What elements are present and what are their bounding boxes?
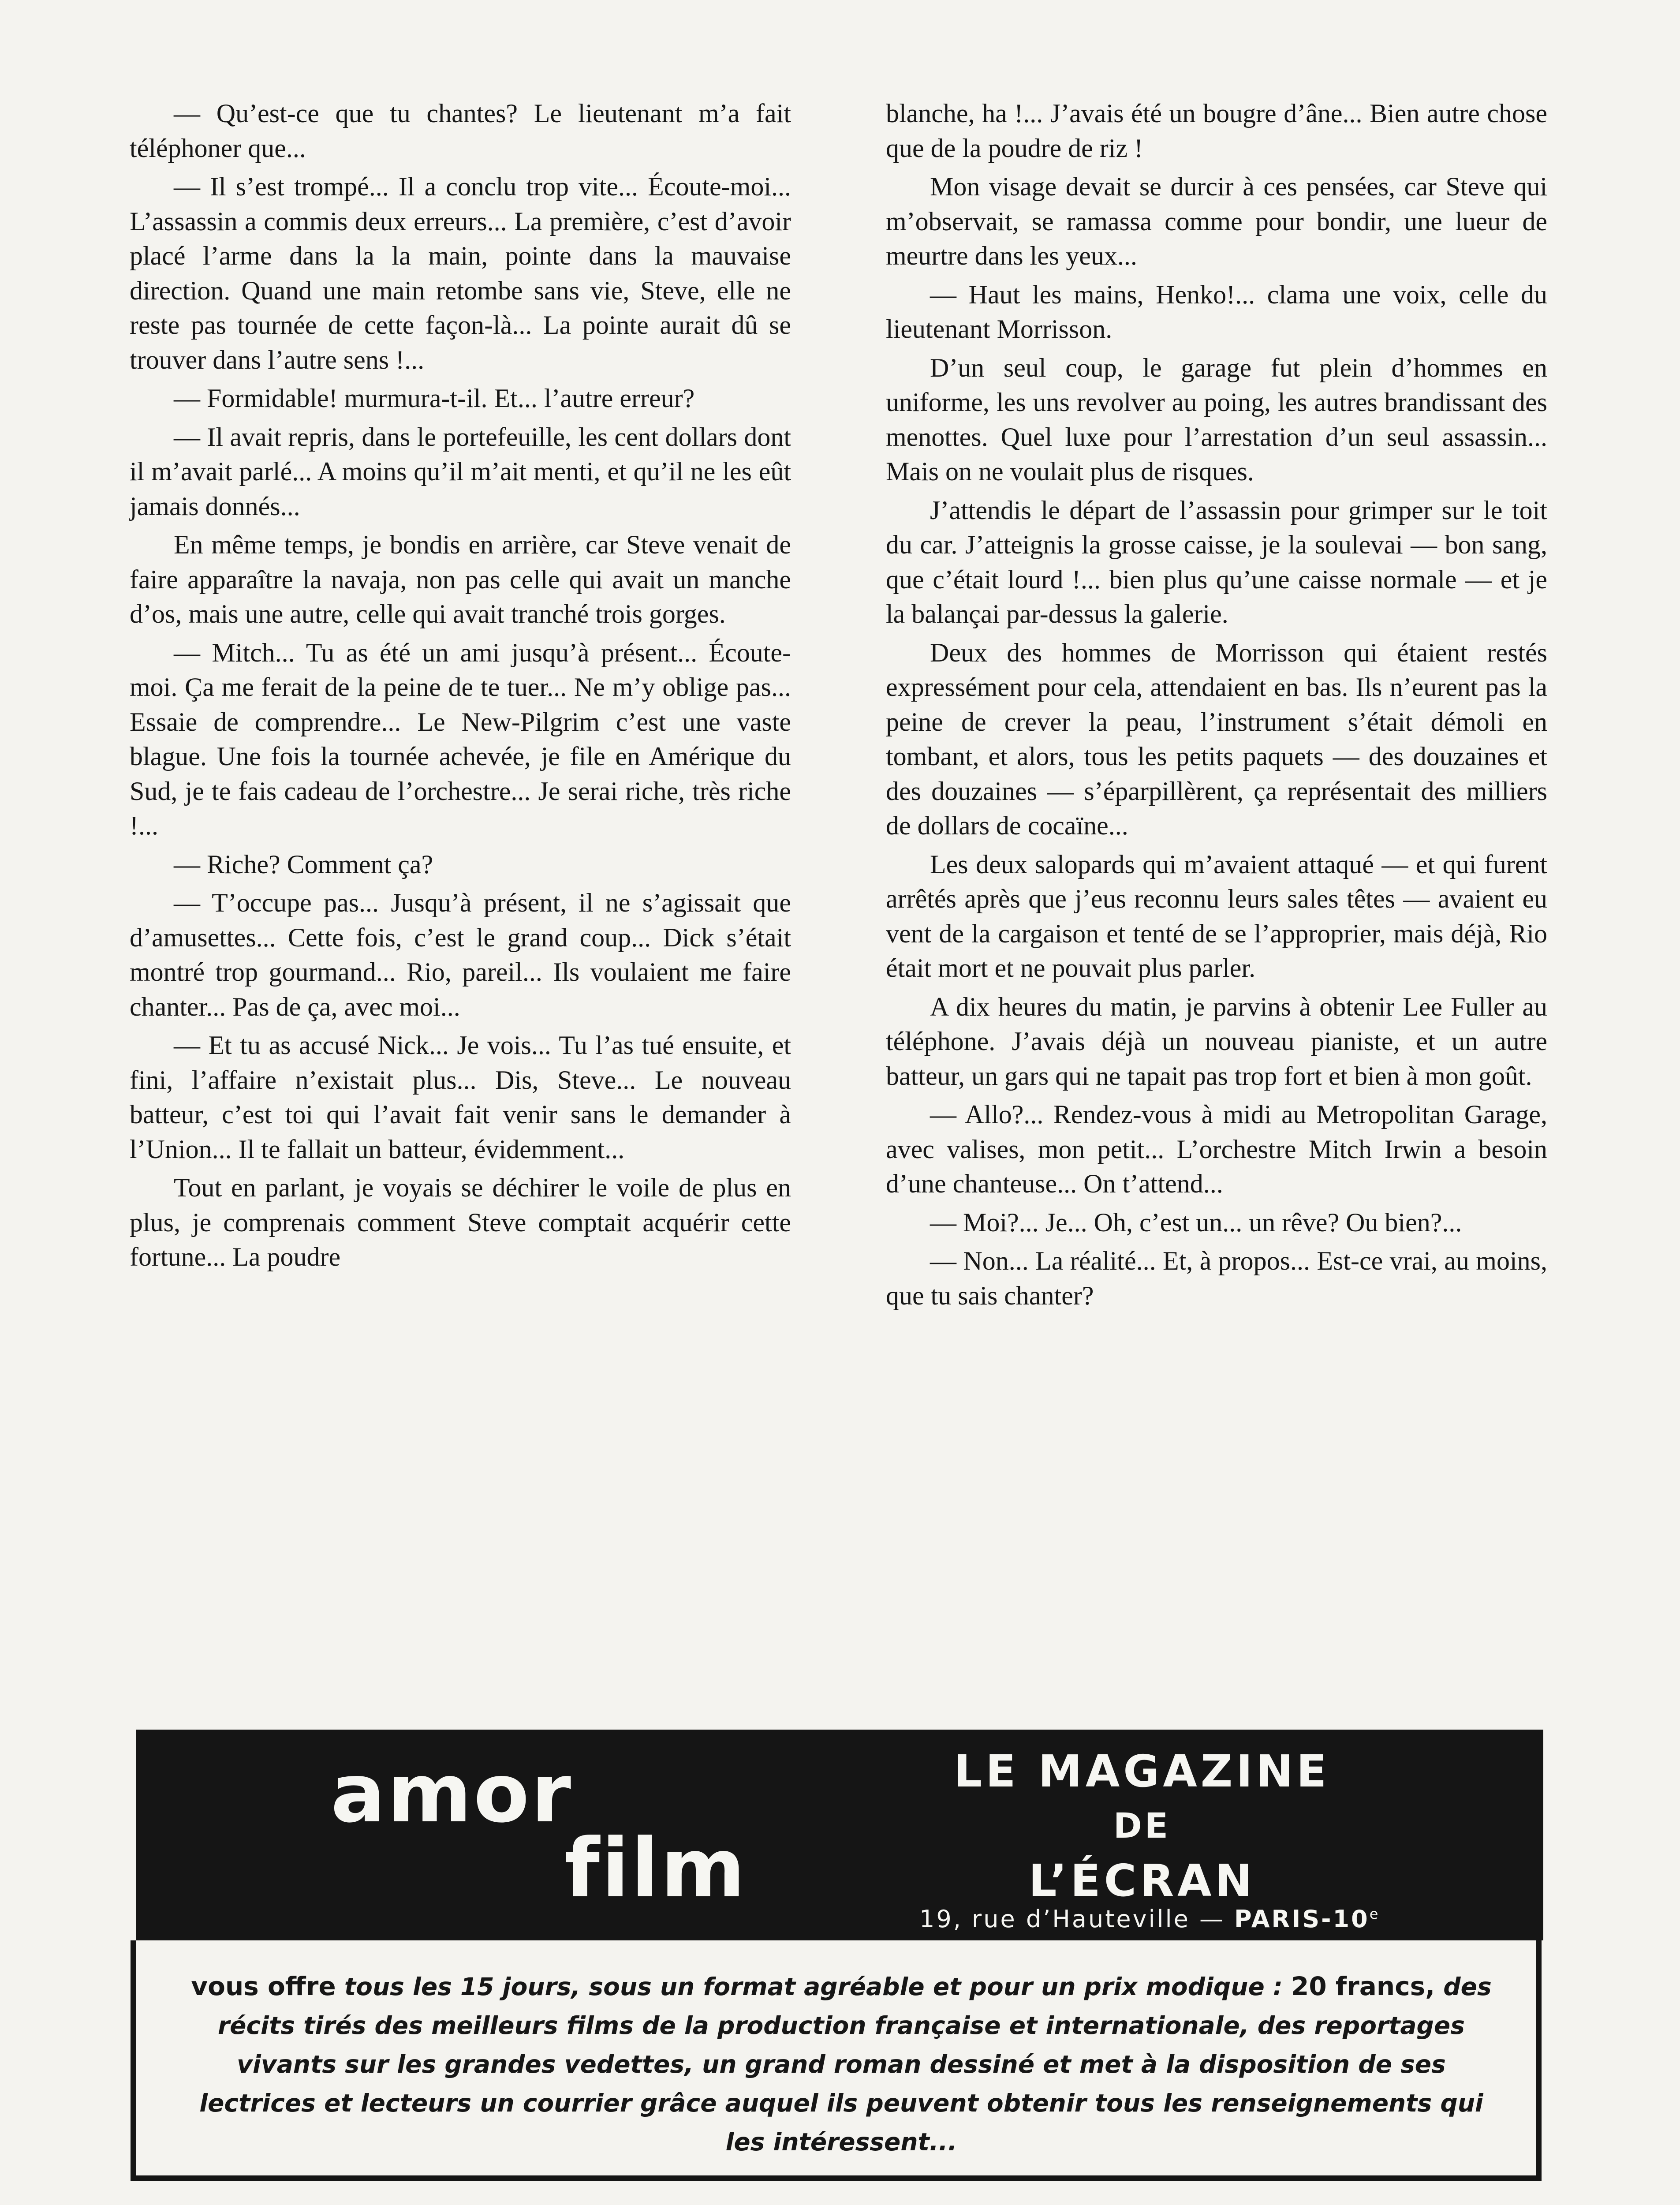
article-column-left <box>130 96 791 1278</box>
paragraph: Deux des hommes de Morrisson qui étaient restés expressément pour cela, attendaient en bas. Ils n’eurent pas la peine de crever la peau, l’instrument s’était démoli en tombant, et alors, tous les petits paquets — des douzaines et des douzaines — s’éparpillèrent, ça représentait des milliers de dollars de cocaïne... <box>886 638 1547 840</box>
paragraph: D’un seul coup, le garage fut plein d’hommes en uniforme, les uns revolver au poing, les autres brandissant des menottes. Quel luxe pour l’arrestation d’un seul assassin... Mais on ne voulait plus de risques. <box>886 353 1547 486</box>
address-city-suffix: e <box>1369 1906 1380 1922</box>
logo-word-amor: amor <box>331 1746 573 1841</box>
paragraph: — Moi?... Je... Oh, c’est un... un rêve? Ou bien?... <box>930 1207 1462 1237</box>
paragraph: — Il avait repris, dans le portefeuille, les cent dollars dont il m’avait parlé... A moins qu’il m’ait menti, et qu’il ne les eût jamais donnés... <box>130 422 791 521</box>
logo-word-film: film <box>564 1821 747 1916</box>
ad-body-lead: vous offre <box>191 1971 336 2001</box>
paragraph: — Riche? Comment ça? <box>174 849 433 879</box>
paragraph: Mon visage devait se durcir à ces pensées, car Steve qui m’observait, se ramassa comme pour bondir, une lueur de meurtre dans les yeux... <box>886 172 1547 270</box>
ad-body-price: 20 francs, <box>1291 1971 1435 2001</box>
paragraph: — Allo?... Rendez-vous à midi au Metropolitan Garage, avec valises, mon petit... L’orchestre Mitch Irwin a besoin d’une chanteuse... On t’attend... <box>886 1100 1547 1198</box>
paragraph: A dix heures du matin, je parvins à obtenir Lee Fuller au téléphone. J’avais déjà un nouveau pianiste, et un autre batteur, un gars qui ne tapait pas trop fort et bien à mon goût. <box>886 992 1547 1091</box>
paragraph: J’attendis le départ de l’assassin pour grimper sur le toit du car. J’atteignis la grosse caisse, je la soulevai — bon sang, que c’était lourd !... bien plus qu’une caisse normale — et je la balançai par-dessus la galerie. <box>886 495 1547 628</box>
ad-title-line: LE MAGAZINE <box>954 1745 1330 1797</box>
paragraph: Tout en parlant, je voyais se déchirer le voile de plus en plus, je comprenais comment Steve comptait acquérir cette fortune... La poudre <box>130 1173 791 1271</box>
advertisement-text-box <box>131 1940 1542 2181</box>
advertisement-body <box>189 1967 1494 2161</box>
paragraph: En même temps, je bondis en arrière, car Steve venait de faire apparaître la navaja, non pas celle qui avait un manche d’os, mais une autre, celle qui avait tranché trois gorges. <box>130 530 791 628</box>
ad-body-text: tous les 15 jours, sous un format agréable et pour un prix modique : <box>336 1973 1292 2001</box>
article-column-right <box>886 96 1547 1317</box>
paragraph: — Formidable! murmura-t-il. Et... l’autre erreur? <box>174 384 695 413</box>
paragraph-continuation: blanche, ha !... J’avais été un bougre d’âne... Bien autre chose que de la poudre de riz ! <box>886 99 1547 163</box>
ad-title-line: DE <box>1113 1806 1171 1846</box>
paragraph: — Mitch... Tu as été un ami jusqu’à présent... Écoute-moi. Ça me ferait de la peine de te tuer... Ne m’y oblige pas... Essaie de comprendre... Le New-Pilgrim c’est une vaste blague. Une fois la tournée achevée, je file en Amérique du Sud, je te fais cadeau de l’orchestre... Je serai riche, très riche !... <box>130 638 791 840</box>
address-city: PARIS-10 <box>1234 1905 1370 1933</box>
paragraph: — Et tu as accusé Nick... Je vois... Tu l’as tué ensuite, et fini, l’affaire n’existait plus... Dis, Steve... Le nouveau batteur, c’est toi qui l’avait fait venir sans le demander à l’Union... Il te fallait un batteur, évidemment... <box>130 1031 791 1164</box>
paragraph: — Il s’est trompé... Il a conclu trop vite... Écoute-moi... L’assassin a commis deux erreurs... La première, c’est d’avoir placé l’arme dans la la main, pointe dans la mauvaise direction. Quand une main retombe sans vie, Steve, elle ne reste pas tournée de cette façon-là... La pointe aurait dû se trouver dans l’autre sens !... <box>130 172 791 374</box>
paragraph: Les deux salopards qui m’avaient attaqué — et qui furent arrêtés après que j’eus reconnu leurs sales têtes — avaient eu vent de la cargaison et tenté de se l’approprier, mais déjà, Rio était mort et ne pouvait plus parler. <box>886 849 1547 983</box>
advertisement-address <box>919 1905 1493 1933</box>
paragraph: — T’occupe pas... Jusqu’à présent, il ne s’agissait que d’amusettes... Cette fois, c’est le grand coup... Dick s’était montré trop gourmand... Rio, pareil... Ils voulaient me faire chanter... Pas de ça, avec moi... <box>130 888 791 1021</box>
advertisement-title <box>900 1744 1385 1908</box>
paragraph: — Haut les mains, Henko!... clama une voix, celle du lieutenant Morrisson. <box>886 280 1547 344</box>
paragraph: — Qu’est-ce que tu chantes? Le lieutenant m’a fait téléphoner que... <box>130 99 791 163</box>
amor-film-logo <box>194 1727 833 1916</box>
ad-body-text: des récits tirés des meilleurs films de la production française et internationale, des reportages vivants sur les grandes vedettes, un grand roman dessiné et met à la disposition de ses lectrices et lecteurs un courrier grâce auquel ils peuvent obtenir tous les renseignements qui les intéressent... <box>199 1973 1492 2156</box>
address-street: 19, rue d’Hauteville — <box>919 1905 1225 1933</box>
paragraph: — Non... La réalité... Et, à propos... Est-ce vrai, au moins, que tu sais chanter? <box>886 1246 1547 1310</box>
ad-title-line: L’ÉCRAN <box>1028 1855 1256 1906</box>
